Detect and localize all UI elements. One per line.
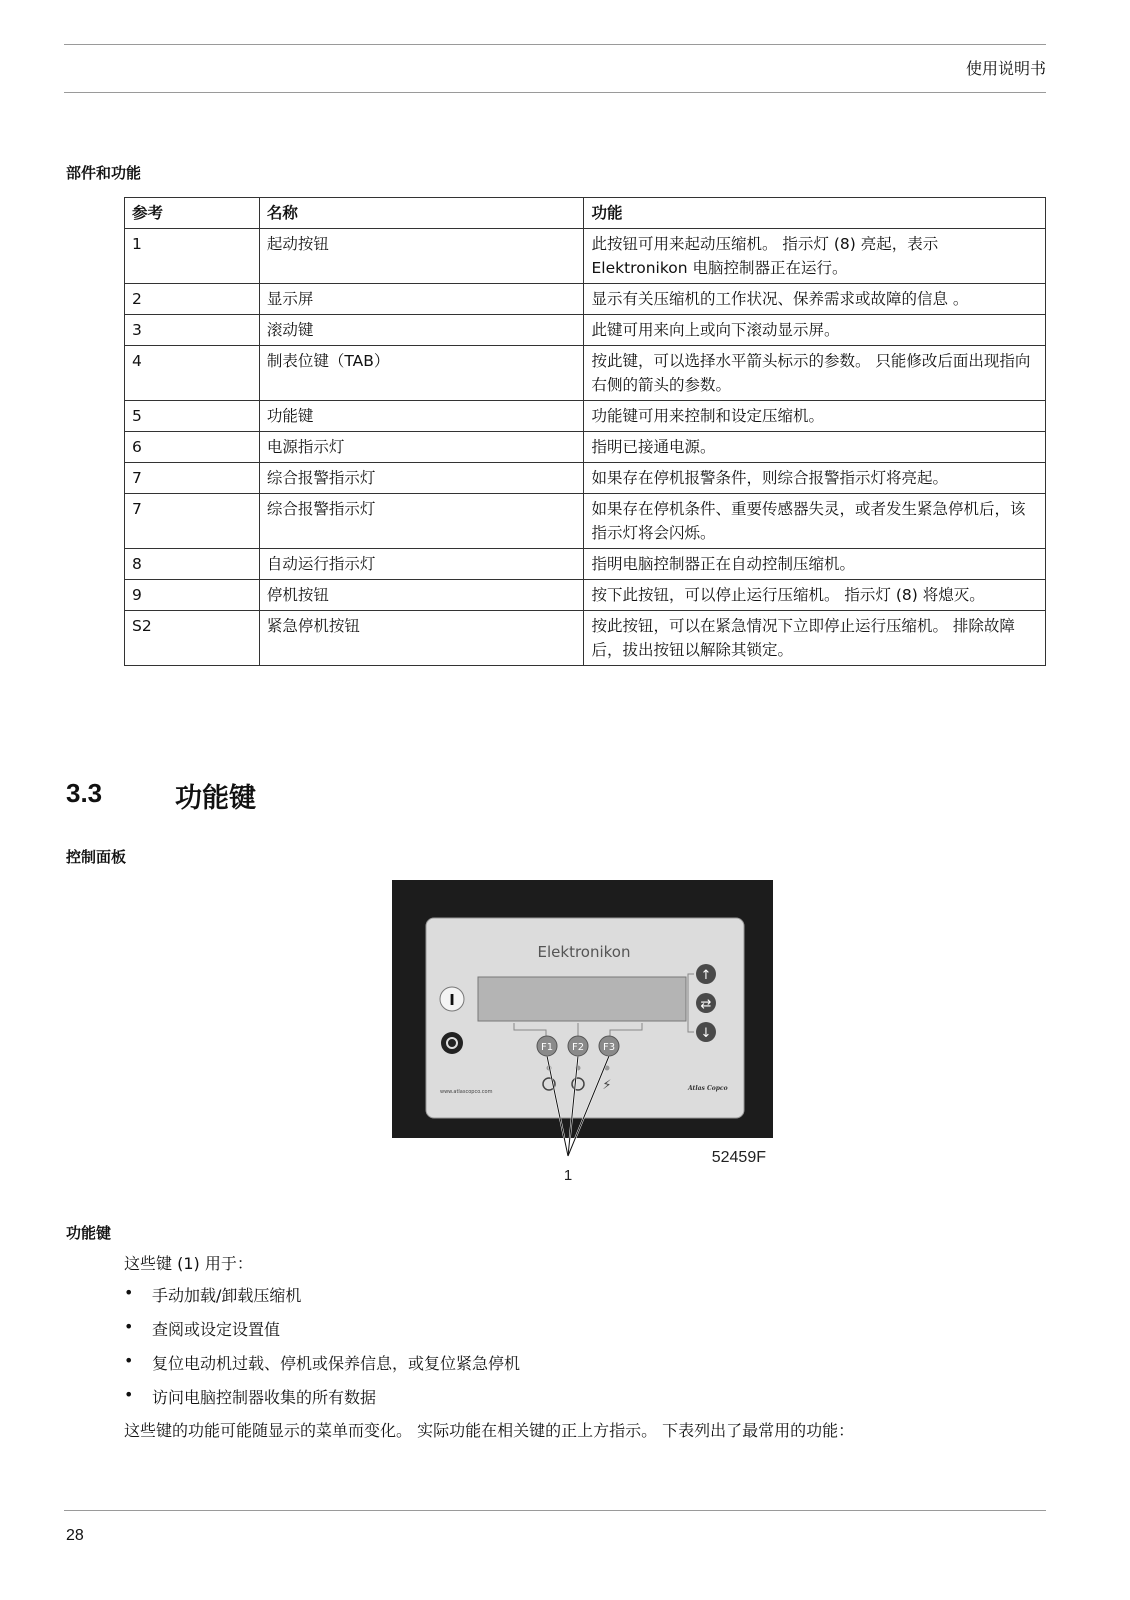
- f1-key-label: F1: [540, 1042, 554, 1053]
- f2-key-label: F2: [571, 1042, 585, 1053]
- parts-heading: 部件和功能: [66, 164, 142, 182]
- atlas-copco-logo: Atlas Copco: [688, 1085, 728, 1092]
- cell-function: 按下此按钮，可以停止运行压缩机。 指示灯 (8) 将熄灭。: [584, 580, 1046, 611]
- column-header-name: 名称: [259, 198, 584, 229]
- table-row: [125, 401, 1046, 432]
- table-row: [125, 432, 1046, 463]
- website-text: www.atlascopco.com: [440, 1089, 493, 1095]
- cell-ref: 9: [125, 580, 260, 611]
- cell-ref: 8: [125, 549, 260, 580]
- cell-ref: 4: [125, 346, 260, 401]
- control-panel-heading: 控制面板: [66, 848, 127, 866]
- cell-name: 起动按钮: [259, 229, 584, 284]
- list-item: • 复位电动机过载、停机或保养信息，或复位紧急停机: [124, 1351, 520, 1385]
- header-top-rule: [64, 44, 1046, 45]
- document-title: 使用说明书: [965, 59, 1046, 78]
- callout-number: 1: [563, 1167, 573, 1184]
- section-number: 3.3: [66, 778, 103, 808]
- cell-function: 显示有关压缩机的工作状况、保养需求或故障的信息 。: [584, 284, 1046, 315]
- table-row: [125, 229, 1046, 284]
- cell-function: 如果存在停机条件、重要传感器失灵，或者发生紧急停机后，该指示灯将会闪烁。: [584, 494, 1046, 549]
- function-keys-note: 这些键的功能可能随显示的菜单而变化。 实际功能在相关键的正上方指示。 下表列出了最常用的功能：: [124, 1421, 855, 1440]
- cell-function: 如果存在停机报警条件，则综合报警指示灯将亮起。: [584, 463, 1046, 494]
- table-row: [125, 284, 1046, 315]
- cell-function: 功能键可用来控制和设定压缩机。: [584, 401, 1046, 432]
- cell-ref: 7: [125, 494, 260, 549]
- cell-name: 综合报警指示灯: [259, 463, 584, 494]
- arrow-up-icon: ↑: [700, 968, 712, 983]
- table-row: [125, 580, 1046, 611]
- column-header-function: 功能: [584, 198, 1046, 229]
- cell-name: 功能键: [259, 401, 584, 432]
- list-item: • 查阅或设定设置值: [124, 1317, 520, 1351]
- cell-name: 显示屏: [259, 284, 584, 315]
- column-header-ref: 参考: [125, 198, 260, 229]
- table-row: [125, 549, 1046, 580]
- cell-function: 此按钮可用来起动压缩机。 指示灯 (8) 亮起，表示 Elektronikon 电脑控制器正在运行。: [584, 229, 1046, 284]
- table-row: [125, 494, 1046, 549]
- cell-function: 指明电脑控制器正在自动控制压缩机。: [584, 549, 1046, 580]
- function-keys-uses: [124, 1283, 520, 1419]
- display-screen: [478, 977, 686, 1021]
- lightning-icon: ⚡: [602, 1078, 612, 1093]
- page-number: 28: [66, 1527, 84, 1544]
- table-row: [125, 315, 1046, 346]
- cell-name: 紧急停机按钮: [259, 611, 584, 666]
- cell-ref: 1: [125, 229, 260, 284]
- cell-function: 按此键，可以选择水平箭头标示的参数。 只能修改后面出现指向右侧的箭头的参数。: [584, 346, 1046, 401]
- function-keys-intro: 这些键 (1) 用于：: [124, 1254, 253, 1273]
- table-row: [125, 346, 1046, 401]
- cell-ref: 6: [125, 432, 260, 463]
- list-item: • 访问电脑控制器收集的所有数据: [124, 1385, 520, 1419]
- control-panel-figure: [392, 880, 773, 1184]
- tab-icon: ⇄: [700, 997, 712, 1012]
- list-item: • 手动加载/卸载压缩机: [124, 1283, 520, 1317]
- cell-name: 停机按钮: [259, 580, 584, 611]
- cell-ref: 7: [125, 463, 260, 494]
- f3-key-label: F3: [602, 1042, 616, 1053]
- function-keys-heading: 功能键: [66, 1224, 112, 1242]
- cell-ref: 3: [125, 315, 260, 346]
- cell-ref: 2: [125, 284, 260, 315]
- table-header-row: [125, 198, 1046, 229]
- table-row: [125, 611, 1046, 666]
- cell-name: 滚动键: [259, 315, 584, 346]
- section-title: 功能键: [175, 783, 256, 814]
- start-button-label: I: [449, 991, 455, 1009]
- cell-ref: S2: [125, 611, 260, 666]
- cell-function: 指明已接通电源。: [584, 432, 1046, 463]
- arrow-down-icon: ↓: [700, 1026, 712, 1041]
- cell-name: 电源指示灯: [259, 432, 584, 463]
- figure-code: 52459F: [711, 1149, 766, 1166]
- header-bottom-rule: [64, 92, 1046, 93]
- cell-name: 综合报警指示灯: [259, 494, 584, 549]
- brand-label: Elektronikon: [537, 943, 631, 961]
- parts-table: [124, 197, 1046, 666]
- cell-function: 此键可用来向上或向下滚动显示屏。: [584, 315, 1046, 346]
- cell-function: 按此按钮，可以在紧急情况下立即停止运行压缩机。 排除故障后，拔出按钮以解除其锁定。: [584, 611, 1046, 666]
- stop-button: [441, 1032, 463, 1054]
- footer-rule: [64, 1510, 1046, 1511]
- cell-ref: 5: [125, 401, 260, 432]
- table-row: [125, 463, 1046, 494]
- cell-name: 自动运行指示灯: [259, 549, 584, 580]
- cell-name: 制表位键（TAB）: [259, 346, 584, 401]
